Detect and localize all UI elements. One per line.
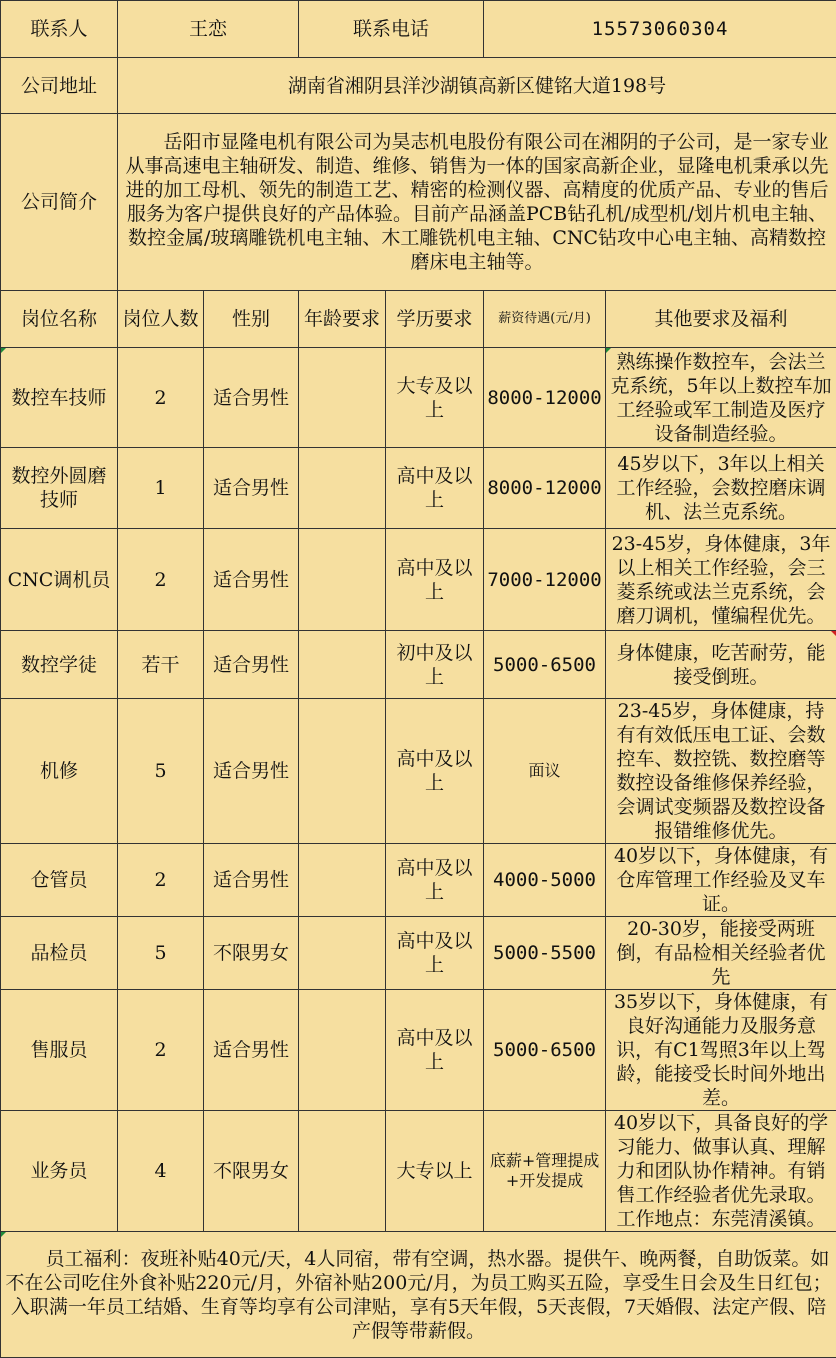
intro-label: 公司简介 (1, 114, 118, 291)
job-age (299, 448, 386, 529)
job-row (1, 844, 836, 917)
job-gender: 适合男性 (204, 699, 299, 844)
job-position: 售服员 (1, 990, 118, 1111)
job-gender: 适合男性 (204, 448, 299, 529)
benefits-text: 员工福利：夜班补贴40元/天，4人同宿，带有空调，热水器。提供午、晚两餐，自助饭菜。如不在公司吃住外食补贴220元/月，外宿补贴200元/月，为员工购买五险，享受生日会及生日红包；入职满一年员工结婚、生育等均享有公司津贴，享有5天年假，5天丧假，7天婚假、法定产假、陪产假等带薪假。 (4, 1247, 833, 1343)
job-position: 机修 (1, 699, 118, 844)
job-position: 仓管员 (1, 844, 118, 917)
job-position: CNC调机员 (1, 529, 118, 631)
job-gender: 不限男女 (204, 917, 299, 990)
job-gender: 适合男性 (204, 631, 299, 699)
job-salary: 面议 (484, 699, 606, 844)
job-other: 23-45岁，身体健康，持有有效低压电工证、会数控车、数控铣、数控磨等数控设备维修保养经验，会调试变频器及数控设备报错维修优先。 (606, 699, 836, 844)
job-count: 1 (118, 448, 204, 529)
job-row (1, 990, 836, 1111)
job-gender: 适合男性 (204, 348, 299, 448)
job-row (1, 917, 836, 990)
header-count: 岗位人数 (118, 291, 204, 348)
job-age (299, 529, 386, 631)
job-count: 2 (118, 990, 204, 1111)
job-count: 4 (118, 1111, 204, 1232)
job-salary: 7000-12000 (484, 529, 606, 631)
job-age (299, 348, 386, 448)
job-other: 45岁以下，3年以上相关工作经验，会数控磨床调机、法兰克系统。 (606, 448, 836, 529)
intro-row (1, 114, 836, 291)
header-gender: 性别 (204, 291, 299, 348)
job-age (299, 844, 386, 917)
job-count: 5 (118, 917, 204, 990)
job-salary: 5000-5500 (484, 917, 606, 990)
header-row (1, 291, 836, 348)
job-gender: 适合男性 (204, 990, 299, 1111)
header-other: 其他要求及福利 (606, 291, 836, 348)
job-age (299, 631, 386, 699)
job-position: 品检员 (1, 917, 118, 990)
address-row (1, 58, 836, 114)
address-value: 湖南省湘阴县洋沙湖镇高新区健铭大道198号 (118, 58, 836, 114)
header-age: 年龄要求 (299, 291, 386, 348)
job-education: 高中及以上 (386, 448, 484, 529)
job-row (1, 529, 836, 631)
job-count: 5 (118, 699, 204, 844)
contact-label: 联系人 (1, 1, 118, 58)
job-salary: 5000-6500 (484, 990, 606, 1111)
job-other: 23-45岁，身体健康，3年以上相关工作经验，会三菱系统或法兰克系统，会磨刀调机，懂编程优先。 (606, 529, 836, 631)
job-count: 2 (118, 348, 204, 448)
job-education: 初中及以上 (386, 631, 484, 699)
job-row (1, 699, 836, 844)
job-count: 2 (118, 844, 204, 917)
job-row (1, 1111, 836, 1232)
phone-number: 15573060304 (484, 1, 836, 58)
job-other: 40岁以下，身体健康，有仓库管理工作经验及叉车证。 (606, 844, 836, 917)
job-other: 熟练操作数控车，会法兰克系统，5年以上数控车加工经验或军工制造及医疗设备制造经验。 (606, 348, 836, 448)
job-row (1, 631, 836, 699)
intro-text-cell (118, 114, 836, 291)
job-count: 2 (118, 529, 204, 631)
header-position: 岗位名称 (1, 291, 118, 348)
job-age (299, 699, 386, 844)
job-salary: 8000-12000 (484, 448, 606, 529)
job-age (299, 1111, 386, 1232)
job-education: 高中及以上 (386, 844, 484, 917)
job-gender: 适合男性 (204, 529, 299, 631)
job-education: 高中及以上 (386, 990, 484, 1111)
contact-row (1, 1, 836, 58)
benefits-row (1, 1232, 836, 1358)
address-label: 公司地址 (1, 58, 118, 114)
job-salary: 4000-5000 (484, 844, 606, 917)
job-other: 35岁以下，身体健康，有良好沟通能力及服务意识，有C1驾照3年以上驾龄，能接受长时间外地出差。 (606, 990, 836, 1111)
job-education: 高中及以上 (386, 699, 484, 844)
job-position: 数控学徒 (1, 631, 118, 699)
header-salary: 薪资待遇(元/月) (484, 291, 606, 348)
job-position: 数控车技师 (1, 348, 118, 448)
intro-text: 岳阳市显隆电机有限公司为昊志机电股份有限公司在湘阴的子公司，是一家专业从事高速电主轴研发、制造、维修、销售为一体的国家高新企业，显隆电机秉承以先进的加工母机、领先的制造工艺、精密的检测仪器、高精度的优质产品、专业的售后服务为客户提供良好的产品体验。目前产品涵盖PCB钻孔机/成型机/划片机电主轴、数控金属/玻璃雕铣机电主轴、木工雕铣机电主轴、CNC钻攻中心电主轴、高精数控磨床电主轴等。 (121, 130, 833, 274)
contact-name: 王恋 (118, 1, 299, 58)
job-other: 40岁以下，具备良好的学习能力、做事认真、理解力和团队协作精神。有销售工作经验者优先录取。工作地点：东莞清溪镇。 (606, 1111, 836, 1232)
job-salary: 5000-6500 (484, 631, 606, 699)
job-other: 20-30岁，能接受两班倒，有品检相关经验者优先 (606, 917, 836, 990)
job-row (1, 448, 836, 529)
job-position: 数控外圆磨技师 (1, 448, 118, 529)
job-age (299, 990, 386, 1111)
job-education: 大专及以上 (386, 348, 484, 448)
job-education: 高中及以上 (386, 917, 484, 990)
job-education: 大专以上 (386, 1111, 484, 1232)
phone-label: 联系电话 (299, 1, 484, 58)
job-count: 若干 (118, 631, 204, 699)
job-position: 业务员 (1, 1111, 118, 1232)
job-age (299, 917, 386, 990)
benefits-cell (1, 1232, 836, 1358)
job-education: 高中及以上 (386, 529, 484, 631)
job-row (1, 348, 836, 448)
job-other: 身体健康，吃苦耐劳，能接受倒班。 (606, 631, 836, 699)
header-education: 学历要求 (386, 291, 484, 348)
job-salary: 8000-12000 (484, 348, 606, 448)
job-salary: 底薪+管理提成+开发提成 (484, 1111, 606, 1232)
job-gender: 适合男性 (204, 844, 299, 917)
job-gender: 不限男女 (204, 1111, 299, 1232)
